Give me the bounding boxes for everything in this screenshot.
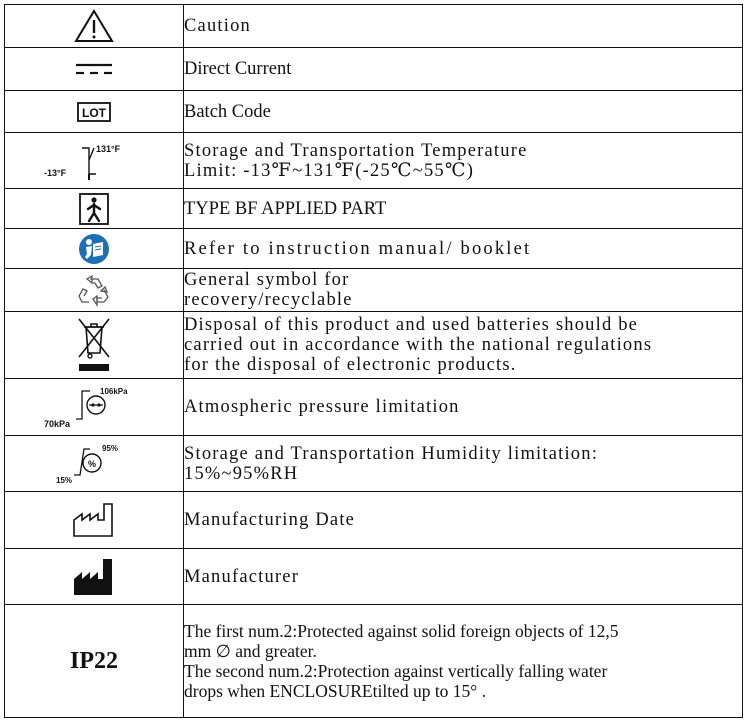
symbol-cell bbox=[5, 312, 184, 379]
description-line: General symbol for bbox=[184, 270, 350, 290]
symbol-cell bbox=[5, 133, 184, 189]
description-cell bbox=[184, 91, 743, 133]
svg-text:%: % bbox=[88, 458, 97, 469]
symbol-cell bbox=[5, 91, 184, 133]
description-cell bbox=[184, 492, 743, 549]
symbol-cell bbox=[5, 189, 184, 229]
ip22-label: IP22 bbox=[70, 647, 118, 674]
description-line: Refer to instruction manual/ booklet bbox=[184, 238, 532, 259]
description-cell bbox=[184, 379, 743, 436]
description-cell bbox=[184, 549, 743, 605]
symbol-cell bbox=[5, 229, 184, 269]
description-line: 15%~95%RH bbox=[184, 463, 299, 484]
symbol-table bbox=[4, 4, 743, 718]
recycle-icon bbox=[77, 275, 111, 305]
description-line: Caution bbox=[184, 16, 251, 36]
description-line: mm ∅ and greater. bbox=[184, 641, 317, 661]
temperature-high-label: 131°F bbox=[96, 143, 121, 154]
table-row bbox=[5, 229, 743, 269]
symbol-cell bbox=[5, 48, 184, 91]
humidity-limit-icon bbox=[54, 443, 134, 485]
symbol-table-sheet bbox=[4, 4, 743, 717]
description-line: Storage and Transportation Temperature bbox=[184, 140, 528, 161]
description-line: The second num.2:Protection against vertically falling water bbox=[184, 661, 608, 681]
manufacturing-date-icon bbox=[72, 502, 116, 538]
table-row bbox=[5, 549, 743, 605]
humidity-high-label: 95% bbox=[102, 443, 119, 453]
symbol-cell bbox=[5, 492, 184, 549]
description-line: carried out in accordance with the national regulations bbox=[184, 335, 653, 355]
symbol-cell bbox=[5, 605, 184, 718]
description-cell bbox=[184, 48, 743, 91]
description-line: recovery/recyclable bbox=[184, 290, 353, 310]
table-row bbox=[5, 312, 743, 379]
caution-icon bbox=[74, 9, 114, 43]
table-row bbox=[5, 269, 743, 312]
table-row bbox=[5, 492, 743, 549]
description-line: The first num.2:Protected against solid foreign objects of 12,5 bbox=[184, 621, 619, 641]
description-line: Disposal of this product and used batteries should be bbox=[184, 315, 639, 335]
description-cell bbox=[184, 269, 743, 312]
description-line: drops when ENCLOSUREtilted up to 15° . bbox=[184, 681, 487, 701]
humidity-low-label: 15% bbox=[56, 475, 73, 485]
description-line: Atmospheric pressure limitation bbox=[184, 397, 460, 417]
description-line: Storage and Transportation Humidity limitation: bbox=[184, 443, 599, 464]
symbol-cell bbox=[5, 269, 184, 312]
lot-icon-text: LOT bbox=[82, 105, 106, 120]
pressure-low-label: 70kPa bbox=[44, 419, 71, 429]
symbol-cell bbox=[5, 436, 184, 492]
temperature-low-label: -13°F bbox=[44, 167, 67, 178]
table-row bbox=[5, 133, 743, 189]
temperature-limit-icon bbox=[44, 140, 144, 182]
description-line: Batch Code bbox=[184, 101, 271, 122]
description-cell bbox=[184, 312, 743, 379]
symbol-cell bbox=[5, 379, 184, 436]
description-cell bbox=[184, 189, 743, 229]
description-line: Direct Current bbox=[184, 59, 292, 79]
bf-applied-part-icon bbox=[79, 193, 109, 225]
lot-icon bbox=[77, 102, 111, 122]
table-row bbox=[5, 91, 743, 133]
description-line: Manufacturer bbox=[184, 566, 300, 587]
symbol-cell bbox=[5, 5, 184, 48]
pressure-limit-icon bbox=[44, 385, 144, 429]
direct-current-icon bbox=[74, 62, 114, 76]
description-line: TYPE BF APPLIED PART bbox=[184, 198, 387, 219]
description-cell bbox=[184, 605, 743, 718]
manufacturer-icon bbox=[72, 557, 116, 597]
description-line: Manufacturing Date bbox=[184, 510, 356, 530]
description-cell bbox=[184, 229, 743, 269]
symbol-cell bbox=[5, 549, 184, 605]
description-cell bbox=[184, 133, 743, 189]
table-row bbox=[5, 436, 743, 492]
table-row bbox=[5, 48, 743, 91]
description-line: for the disposal of electronic products. bbox=[184, 355, 517, 375]
table-row bbox=[5, 605, 743, 718]
description-cell bbox=[184, 436, 743, 492]
pressure-high-label: 106kPa bbox=[100, 387, 128, 396]
instruction-manual-icon bbox=[78, 233, 110, 265]
weee-disposal-icon bbox=[77, 317, 111, 373]
table-row bbox=[5, 379, 743, 436]
table-row bbox=[5, 5, 743, 48]
description-cell bbox=[184, 5, 743, 48]
table-row bbox=[5, 189, 743, 229]
description-line: Limit: -13℉~131℉(-25℃~55℃) bbox=[184, 160, 475, 181]
